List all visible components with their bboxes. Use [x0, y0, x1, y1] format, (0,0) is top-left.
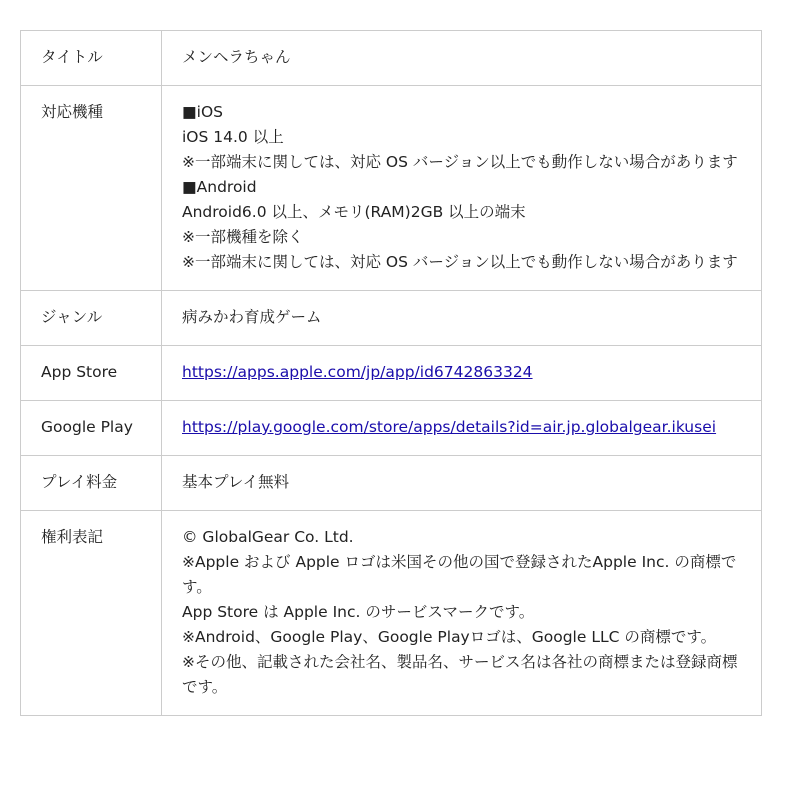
- devices-line: ■iOS: [182, 103, 223, 121]
- devices-line: ※一部端末に関しては、対応 OS バージョン以上でも動作しない場合があります: [182, 153, 738, 171]
- rights-line: ※その他、記載された会社名、製品名、サービス名は各社の商標または登録商標です。: [182, 653, 738, 696]
- row-value-genre: [162, 291, 762, 346]
- row-value-google-play: [162, 401, 762, 456]
- rights-line: ※Apple および Apple ロゴは米国その他の国で登録されたApple Inc. の商標です。: [182, 553, 737, 596]
- row-value-rights: [162, 511, 762, 716]
- table-row: [21, 511, 762, 716]
- table-row: [21, 291, 762, 346]
- rights-line: ※Android、Google Play、Google Playロゴは、Google LLC の商標です。: [182, 628, 717, 646]
- row-label-price: プレイ料金: [21, 456, 162, 511]
- rights-line: App Store は Apple Inc. のサービスマークです。: [182, 603, 535, 621]
- row-label-title: タイトル: [21, 31, 162, 86]
- row-label-rights: 権利表記: [21, 511, 162, 716]
- devices-line: ※一部機種を除く: [182, 228, 304, 246]
- row-value-title: [162, 31, 762, 86]
- row-label-genre: ジャンル: [21, 291, 162, 346]
- row-value-price: [162, 456, 762, 511]
- row-value-app-store: [162, 346, 762, 401]
- title-text: メンヘラちゃん: [182, 48, 291, 66]
- google-play-link[interactable]: https://play.google.com/store/apps/details?id=air.jp.globalgear.ikusei: [182, 418, 717, 436]
- row-label-google-play: Google Play: [21, 401, 162, 456]
- table-row: [21, 456, 762, 511]
- price-text: 基本プレイ無料: [182, 473, 290, 491]
- row-label-app-store: App Store: [21, 346, 162, 401]
- row-label-devices: 対応機種: [21, 86, 162, 291]
- devices-line: iOS 14.0 以上: [182, 128, 284, 146]
- rights-line: © GlobalGear Co. Ltd.: [182, 528, 354, 546]
- app-store-link[interactable]: https://apps.apple.com/jp/app/id6742863324: [182, 363, 533, 381]
- devices-line: ※一部端末に関しては、対応 OS バージョン以上でも動作しない場合があります: [182, 253, 738, 271]
- game-info-table: [20, 30, 762, 716]
- table-row: [21, 401, 762, 456]
- info-table-wrapper: [20, 30, 762, 716]
- table-row: [21, 31, 762, 86]
- genre-text: 病みかわ育成ゲーム: [182, 308, 322, 326]
- devices-line: ■Android: [182, 178, 257, 196]
- row-value-devices: [162, 86, 762, 291]
- devices-line: Android6.0 以上、メモリ(RAM)2GB 以上の端末: [182, 203, 526, 221]
- table-row: [21, 86, 762, 291]
- table-row: [21, 346, 762, 401]
